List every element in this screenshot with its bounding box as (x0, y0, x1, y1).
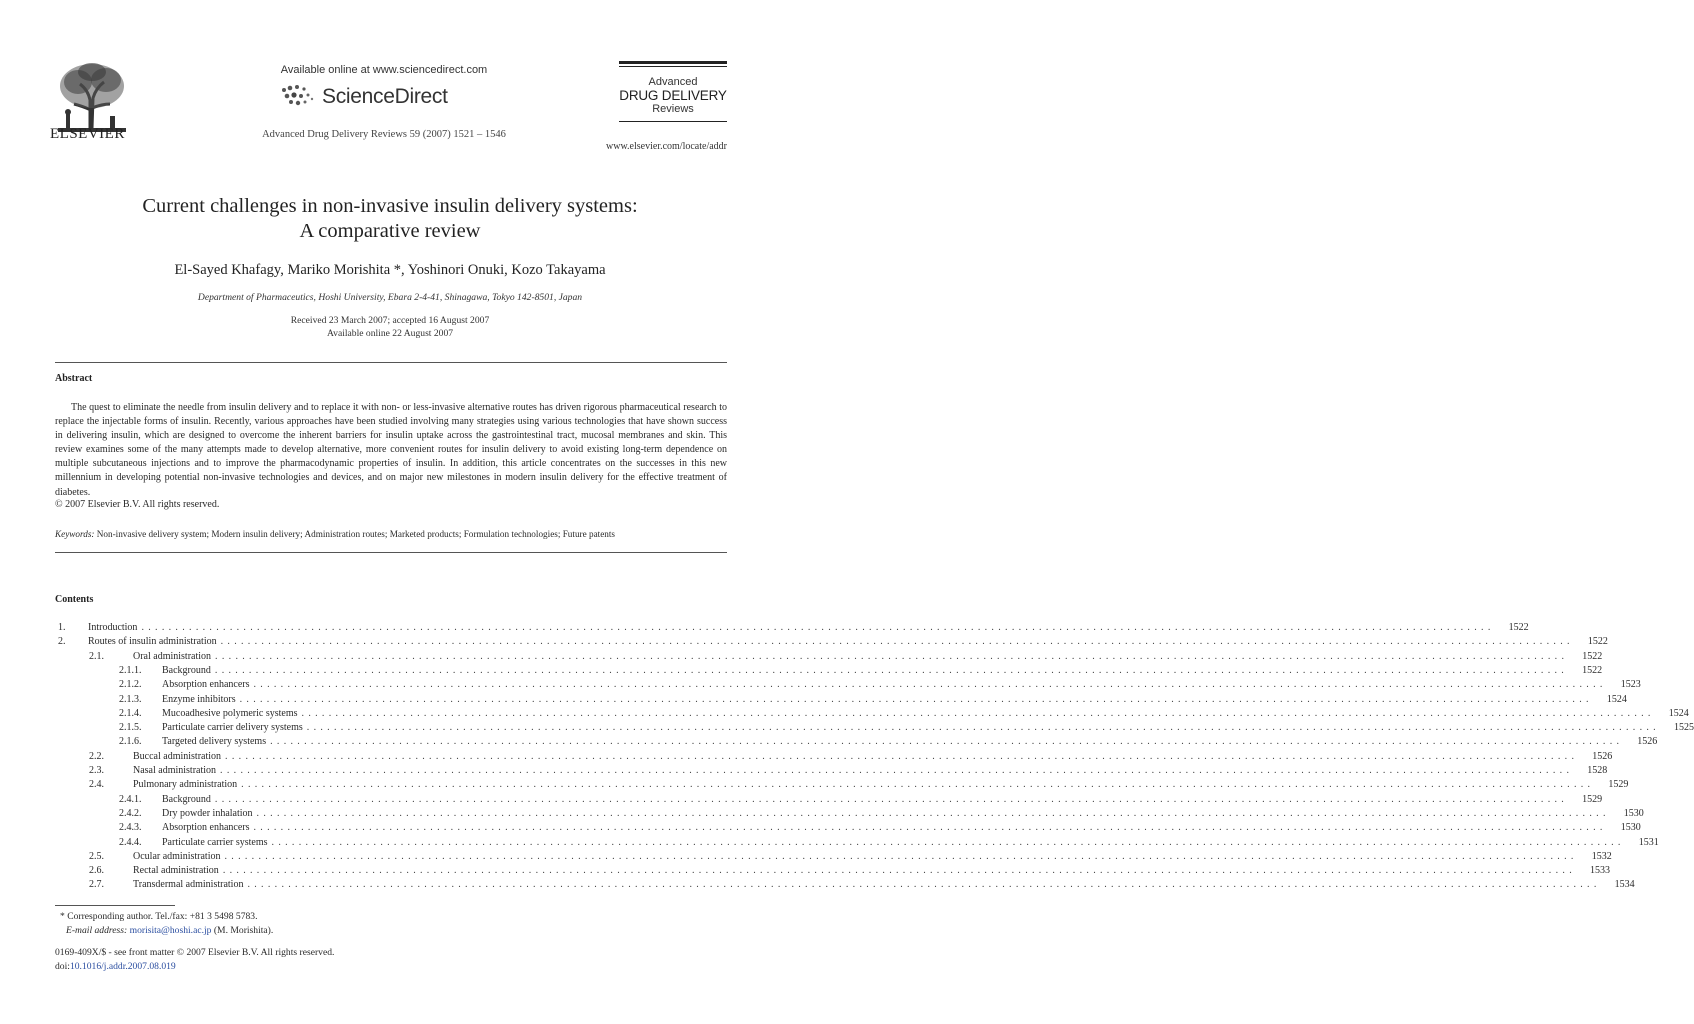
author-list: El-Sayed Khafagy, Mariko Morishita *, Yoshinori Onuki, Kozo Takayama (174, 262, 606, 278)
toc-entry-page: 1525 (1673, 722, 1694, 734)
toc-entry[interactable] (58, 678, 1641, 692)
email-label: E-mail address: (66, 925, 128, 936)
toc-entry[interactable] (58, 878, 1635, 892)
front-matter (55, 946, 334, 974)
toc-entry-title: Nasal administration (133, 765, 217, 776)
toc-leader-dots: ....................................................................................................................................................................................................... (253, 822, 1607, 834)
keywords-label: Keywords: (55, 529, 95, 539)
toc-entry-page: 1530 (1623, 807, 1644, 819)
divider-middle (55, 552, 727, 553)
toc-entry-number: 2.7. (89, 879, 104, 891)
toc-entry-number: 2.1.5. (119, 722, 142, 734)
article-title-line2: A comparative review (299, 220, 481, 242)
toc-entry-page: 1532 (1591, 850, 1612, 862)
toc-entry-number: 2.3. (89, 765, 104, 776)
toc-entry-title: Transdermal administration (133, 879, 244, 891)
toc-entry-title: Background (162, 664, 211, 676)
sciencedirect-dots-icon (280, 84, 316, 110)
toc-entry-number: 2.1.1. (119, 664, 142, 676)
toc-entry-title: Ocular administration (133, 850, 221, 862)
toc-entry-page: 1523 (1620, 679, 1641, 691)
toc-entry-page: 1529 (1608, 779, 1629, 791)
toc-entry-page: 1526 (1637, 736, 1658, 748)
issn-line: 0169-409X/$ - see front matter © 2007 Elsevier B.V. All rights reserved. (55, 947, 335, 958)
footnote (60, 910, 273, 938)
article-title-line1: Current challenges in non-invasive insulin delivery systems: (142, 195, 638, 217)
toc-entry-page: 1522 (1582, 664, 1603, 676)
toc-leader-dots: ....................................................................................................................................................................................................... (301, 707, 1655, 719)
toc-entry[interactable] (58, 807, 1644, 821)
toc-entry-title: Pulmonary administration (133, 779, 238, 791)
toc-leader-dots: ....................................................................................................................................................................................................... (214, 793, 1569, 805)
doi-line (55, 960, 334, 974)
toc-leader-dots: ....................................................................................................................................................................................................... (220, 765, 1574, 776)
toc-entry-number: 2.1.4. (119, 707, 142, 719)
toc-entry-number: 2.6. (89, 865, 104, 877)
journal-logo-line1: Advanced (648, 76, 698, 88)
journal-reference: Advanced Drug Delivery Reviews 59 (2007) 1521 – 1546 (262, 129, 506, 140)
toc-leader-dots: ....................................................................................................................................................................................................... (270, 736, 1624, 748)
toc-entry[interactable] (58, 635, 1608, 649)
toc-entry-title: Routes of insulin administration (88, 636, 217, 648)
toc-entry-title: Absorption enhancers (162, 822, 250, 834)
toc-leader-dots: ....................................................................................................................................................................................................... (224, 850, 1578, 862)
sciencedirect-logo[interactable] (280, 82, 448, 112)
toc-entry-number: 2.1. (89, 650, 104, 662)
toc-entry[interactable] (58, 821, 1641, 835)
toc-entry-title: Targeted delivery systems (162, 736, 267, 748)
toc-entry-number: 2.5. (89, 850, 104, 862)
toc-entry-title: Background (162, 793, 211, 805)
email-suffix: (M. Morishita). (211, 925, 274, 936)
toc-entry[interactable] (58, 693, 1627, 707)
journal-logo-line2: DRUG DELIVERY (619, 88, 727, 103)
abstract-copyright: © 2007 Elsevier B.V. All rights reserved. (55, 499, 220, 510)
toc-entry[interactable] (58, 793, 1603, 807)
publisher-wordmark: ELSEVIER (50, 126, 125, 142)
toc-entry[interactable] (58, 621, 1529, 635)
toc-entry-page: 1526 (1592, 750, 1613, 762)
toc-leader-dots: ....................................................................................................................................................................................................... (256, 807, 1610, 819)
affiliation: Department of Pharmaceutics, Hoshi University, Ebara 2-4-41, Shinagawa, Tokyo 142-8501, Japan (197, 292, 583, 303)
contents-heading: Contents (55, 594, 94, 605)
toc-entry[interactable] (58, 850, 1612, 864)
available-online-text[interactable]: Available online at www.sciencedirect.com (280, 64, 488, 76)
toc-leader-dots: ....................................................................................................................................................................................................... (215, 650, 1569, 662)
abstract-body (55, 401, 727, 500)
doi-link[interactable]: 10.1016/j.addr.2007.08.019 (69, 961, 176, 972)
toc-entry-page: 1522 (1582, 650, 1603, 662)
toc-leader-dots: ....................................................................................................................................................................................................... (141, 622, 1495, 633)
toc-entry-page: 1528 (1587, 765, 1608, 776)
toc-entry-title: Mucoadhesive polymeric systems (162, 707, 298, 719)
toc-entry-page: 1524 (1606, 693, 1627, 705)
journal-logo (619, 61, 727, 122)
toc-entry-title: Particulate carrier delivery systems (162, 722, 303, 734)
toc-entry-page: 1524 (1668, 707, 1689, 719)
toc-leader-dots: ....................................................................................................................................................................................................... (239, 693, 1593, 705)
toc-leader-dots: ....................................................................................................................................................................................................... (247, 879, 1601, 891)
toc-entry-title: Particulate carrier systems (162, 836, 268, 848)
doi-label: doi: (55, 961, 70, 972)
toc-entry-page: 1533 (1590, 865, 1611, 877)
toc-entry-number: 2.2. (89, 750, 104, 762)
toc-entry-title: Buccal administration (133, 750, 222, 762)
abstract-paragraph: The quest to eliminate the needle from insulin delivery and to replace it with non- or less-invasive alternative routes has driven rigorous pharmaceutical research to replace the injectable forms of insulin. Recently, various approaches have been studied involving many strategies using various technologies that have shown success in delivering insulin, which are designed to overcome the inherent barriers for insulin uptake across the gastrointestinal tract, mucosal membranes and skin. This review examines some of the many attempts made to develop alternative, more convenient routes for insulin delivery to avoid existing long-term dependence on multiple subcutaneous injections and to improve the pharmacodynamic properties of insulin. In addition, this article concentrates on the successes in this new millennium in developing potential non-invasive technologies and devices, and on major new milestones in modern insulin delivery for the effective treatment of diabetes. (55, 402, 727, 498)
article-title (0, 194, 780, 244)
toc-entry[interactable] (58, 836, 1659, 850)
footnote-divider (55, 905, 175, 906)
toc-entry[interactable] (58, 778, 1629, 792)
toc-leader-dots: ....................................................................................................................................................................................................... (253, 679, 1607, 691)
abstract-heading: Abstract (55, 373, 93, 384)
toc-entry-title: Enzyme inhibitors (162, 693, 236, 705)
toc-entry-page: 1529 (1582, 793, 1603, 805)
toc-entry-title: Introduction (88, 622, 138, 633)
toc-entry-page: 1534 (1614, 879, 1635, 891)
toc-entry[interactable] (58, 764, 1608, 778)
toc-leader-dots: ....................................................................................................................................................................................................... (220, 636, 1574, 648)
toc-entry[interactable] (58, 864, 1611, 878)
toc-entry-number: 2.4.3. (119, 822, 142, 834)
toc-leader-dots: ....................................................................................................................................................................................................... (306, 722, 1660, 734)
email-line (60, 924, 273, 938)
toc-leader-dots: ....................................................................................................................................................................................................... (225, 750, 1579, 762)
toc-leader-dots: ....................................................................................................................................................................................................... (214, 664, 1569, 676)
corresponding-author: * Corresponding author. Tel./fax: +81 3 5498 5783. (60, 911, 258, 922)
toc-leader-dots: ....................................................................................................................................................................................................... (241, 779, 1595, 791)
toc-entry-number: 2.4.4. (119, 836, 142, 848)
sciencedirect-wordmark: ScienceDirect (322, 85, 448, 108)
toc-entry-page: 1522 (1587, 636, 1608, 648)
toc-entry[interactable] (58, 664, 1603, 678)
toc-entry-number: 1. (58, 622, 66, 633)
toc-entry-page: 1530 (1620, 822, 1641, 834)
toc-entry[interactable] (58, 750, 1613, 764)
toc-entry-number: 2.4.2. (119, 807, 142, 819)
toc-entry-number: 2.1.6. (119, 736, 142, 748)
toc-entry-page: 1531 (1638, 836, 1659, 848)
received-date: Received 23 March 2007; accepted 16 August 2007 (290, 315, 490, 326)
toc-leader-dots: ....................................................................................................................................................................................................... (222, 865, 1577, 877)
toc-entry-title: Absorption enhancers (162, 679, 250, 691)
toc-entry-number: 2.4. (89, 779, 104, 791)
email-link[interactable]: morisita@hoshi.ac.jp (129, 925, 212, 936)
toc-entry[interactable] (58, 735, 1658, 749)
toc-entry-number: 2. (58, 636, 66, 648)
toc-entry[interactable] (58, 707, 1689, 721)
keywords-list: Non-invasive delivery system; Modern insulin delivery; Administration routes; Marketed products; Formulation technologies; Future patents (94, 529, 616, 539)
toc-entry-number: 2.4.1. (119, 793, 142, 805)
toc-entry[interactable] (58, 721, 1694, 735)
article-dates (0, 314, 780, 340)
toc-entry-number: 2.1.2. (119, 679, 142, 691)
toc-entry-title: Dry powder inhalation (162, 807, 253, 819)
toc-entry[interactable] (58, 650, 1603, 664)
journal-logo-line3: Reviews (652, 103, 694, 115)
toc-leader-dots: ....................................................................................................................................................................................................... (271, 836, 1625, 848)
available-date: Available online 22 August 2007 (326, 328, 454, 339)
journal-url[interactable]: www.elsevier.com/locate/addr (606, 141, 727, 152)
toc-entry-title: Rectal administration (133, 865, 219, 877)
toc-entry-number: 2.1.3. (119, 693, 142, 705)
toc-entry-title: Oral administration (133, 650, 212, 662)
divider-top (55, 362, 727, 363)
toc-entry-page: 1522 (1508, 622, 1529, 633)
keywords (55, 529, 615, 539)
